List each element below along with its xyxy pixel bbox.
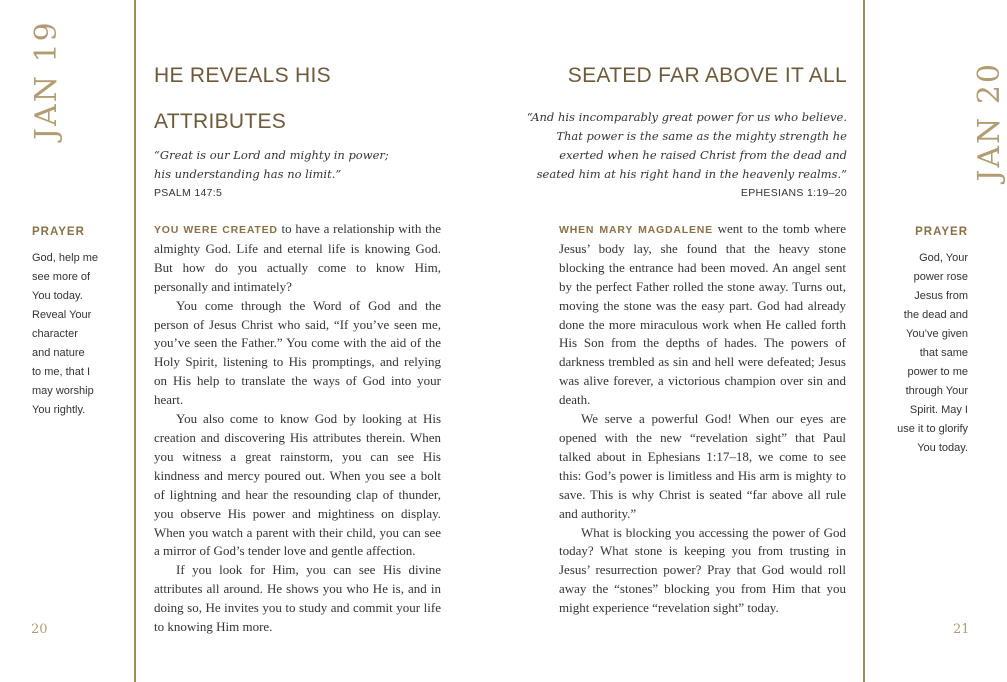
right-prayer-heading: PRAYER <box>915 226 968 238</box>
left-body-text <box>154 220 441 637</box>
left-paragraph-1: YOU WERE CREATED to have a relationship with the almighty God. Life and eternal life is knowing God. But how do you actually come to know Him, personally and intimately? <box>154 221 441 294</box>
right-verse: “And his incomparably great power for us who believe. That power is the same as the mighty strength he exerted when he raised Christ from the dead and seated him at his right hand in the heavenly realms.” <box>526 110 847 181</box>
left-paragraph-2: You come through the Word of God and the person of Jesus Christ who said, “If you’ve seen me, you’ve seen the Father.” You come with the aid of the Holy Spirit, listening to His promptings, and relying on His help to translate the ways of God into your heart. <box>154 297 441 408</box>
left-page-number: 20 <box>31 622 48 637</box>
right-paragraph-3: What is blocking you accessing the power of God today? What stone is keeping you from trusting in Jesus’ resurrection power? Pray that God would roll away the “stones” blocking you from Him that you might experience “revelation sight” today. <box>559 524 846 616</box>
right-page-number: 21 <box>953 622 970 637</box>
left-page-divider <box>134 0 136 682</box>
right-date: JAN 20 <box>972 62 1007 182</box>
left-paragraph-3: You also come to know God by looking at His creation and discovering His attributes therein. When you witness a great rainstorm, you can see His kindness and mercy poured out. When you see a bolt of lightning and hear the resounding clap of thunder, you observe His power and mightiness on display. When you watch a parent with their child, you can see a mirror of God’s tender love and gentle affection. <box>154 411 441 559</box>
left-prayer-heading: PRAYER <box>32 226 85 238</box>
left-date: JAN 19 <box>29 20 64 140</box>
left-paragraph-4: If you look for Him, you can see His divine attributes all around. He shows you who He is, and in doing so, He invites you to study and commit your life to knowing Him more. <box>154 562 441 635</box>
left-prayer-text: God, help me see more of You today. Reveal Your character and nature to me, that I may worship You rightly. <box>32 252 99 416</box>
left-verse-reference: PSALM 147:5 <box>154 187 223 199</box>
right-paragraph-2: We serve a powerful God! When our eyes are opened with the new “revelation sight” that Paul talked about in Ephesians 1:17–18, we come to see this: God’s power is limitless and His arm is mighty to save. This is why Christ is seated “far above all rule and authority.” <box>559 411 846 521</box>
right-prayer-text: God, Your power rose Jesus from the dead and You’ve given that same power to me through Your Spirit. May I use it to glorify You today. <box>897 252 968 454</box>
left-lead-in: YOU WERE CREATED <box>154 224 278 236</box>
left-verse: “Great is our Lord and mighty in power; his understanding has no limit.” <box>154 148 389 181</box>
right-page-divider <box>863 0 865 682</box>
left-title: HE REVEALS HIS ATTRIBUTES <box>154 64 331 133</box>
right-lead-in: WHEN MARY MAGDALENE <box>559 224 713 236</box>
right-verse-reference: EPHESIANS 1:19–20 <box>740 187 847 199</box>
right-title: SEATED FAR ABOVE IT ALL <box>567 64 847 87</box>
right-body-text <box>559 220 846 618</box>
right-paragraph-1: WHEN MARY MAGDALENE went to the tomb where Jesus’ body lay, she found that the heavy stone blocking the entrance had been moved. An angel sent by the perfect Father rolled the stone away. Turns out, moving the stone was the easy part. God had already done the more miraculous work when He called forth His Son from the depths of hades. The powers of darkness trembled as sin and hell were defeated; Jesus was alive forever, a victorious champion over sin and death. <box>559 221 846 408</box>
